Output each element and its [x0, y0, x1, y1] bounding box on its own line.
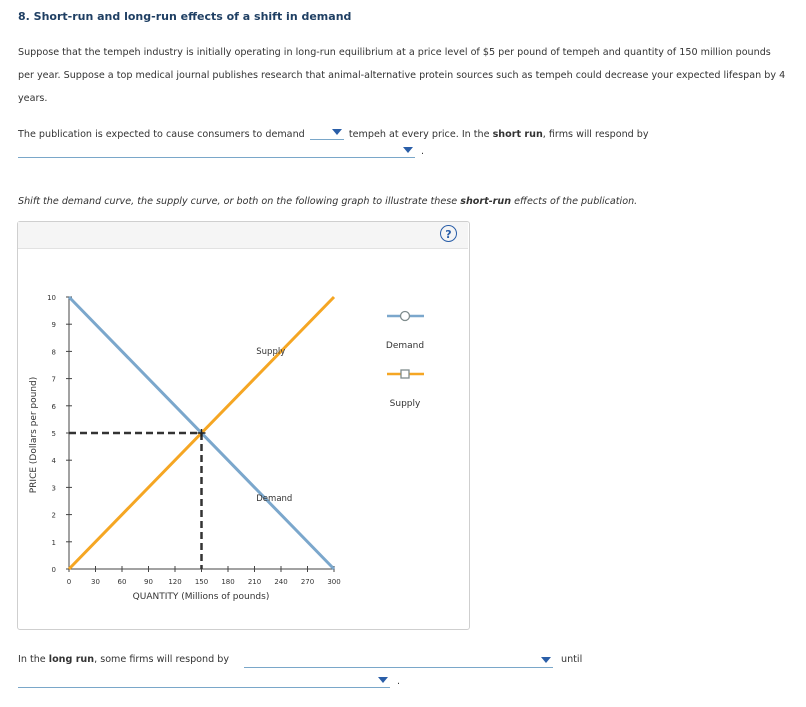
y-tick-label: 0	[51, 566, 56, 574]
x-tick-label: 210	[247, 578, 262, 586]
x-tick-label: 30	[91, 578, 100, 586]
y-tick-label: 6	[51, 402, 56, 411]
y-tick-label: 4	[51, 457, 56, 466]
x-tick-label: 90	[144, 578, 153, 586]
y-tick-label: 8	[51, 348, 56, 357]
problem-text: Suppose that the tempeh industry is initially operating in long-run equilibrium at a price level of $5 per pound of tempeh and quantity of 150 million pounds per year. Suppose a top medical journal publishes research that animal-alternative protein sources such as tempeh could decrease your expected lifespan by 4 years.	[18, 47, 786, 104]
y-tick-label: 2	[51, 511, 56, 520]
lr-bold: long run	[48, 654, 95, 665]
q1-prefix: The publication is expected to cause consumers to demand	[18, 129, 305, 140]
y-tick-label: 7	[51, 375, 56, 384]
long-run-response-dropdown[interactable]	[244, 653, 553, 668]
y-tick-label: 9	[51, 321, 56, 330]
q1-middle-post: , firms will respond by	[542, 129, 649, 140]
instruction-bold: short-run	[460, 196, 512, 207]
chevron-down-icon	[378, 677, 388, 683]
page-title: 8. Short-run and long-run effects of a shift in demand	[18, 10, 352, 23]
q1-short-run: short run	[492, 129, 543, 140]
supply-curve-label: Supply	[256, 347, 286, 358]
x-tick-label: 120	[168, 578, 182, 586]
y-axis-label: PRICE (Dollars per pound)	[29, 376, 39, 494]
x-tick-label: 150	[194, 578, 209, 586]
period-text: .	[421, 146, 425, 157]
long-run-line	[18, 654, 229, 665]
y-tick-label: 5	[51, 430, 56, 438]
lr-pre: In the	[18, 654, 46, 665]
y-tick-label: 1	[51, 538, 56, 547]
long-run-outcome-dropdown[interactable]	[18, 673, 390, 688]
q1-middle-pre: tempeh at every price. In the	[348, 129, 490, 140]
x-tick-label: 240	[274, 578, 288, 586]
x-tick-label: 180	[221, 578, 235, 586]
x-axis-label: QUANTITY (Millions of pounds)	[132, 592, 270, 602]
chevron-down-icon	[541, 657, 551, 663]
instruction-pre: Shift the demand curve, the supply curve, or both on the following graph to illustrate these	[18, 196, 458, 207]
legend	[386, 312, 424, 410]
question-circle-icon[interactable]: ?	[440, 225, 457, 242]
demand-curve-label: Demand	[256, 494, 293, 504]
lr-post: , some firms will respond by	[94, 654, 230, 665]
legend-supply-label: Supply	[389, 399, 421, 409]
x-tick-label: 60	[117, 578, 127, 586]
period-text-2: .	[397, 676, 401, 687]
x-tick-label: 300	[327, 578, 341, 586]
y-tick-label: 3	[51, 484, 56, 493]
x-tick-label: 0	[66, 578, 72, 586]
curves[interactable]	[69, 297, 334, 569]
until-text: until	[561, 654, 583, 665]
square-marker-icon[interactable]	[401, 370, 409, 378]
y-tick-label: 10	[47, 294, 56, 302]
legend-demand-label: Demand	[385, 341, 425, 351]
x-tick-label: 270	[300, 578, 315, 586]
instruction-post: effects of the publication.	[514, 196, 638, 207]
circle-marker-icon[interactable]	[401, 312, 410, 321]
